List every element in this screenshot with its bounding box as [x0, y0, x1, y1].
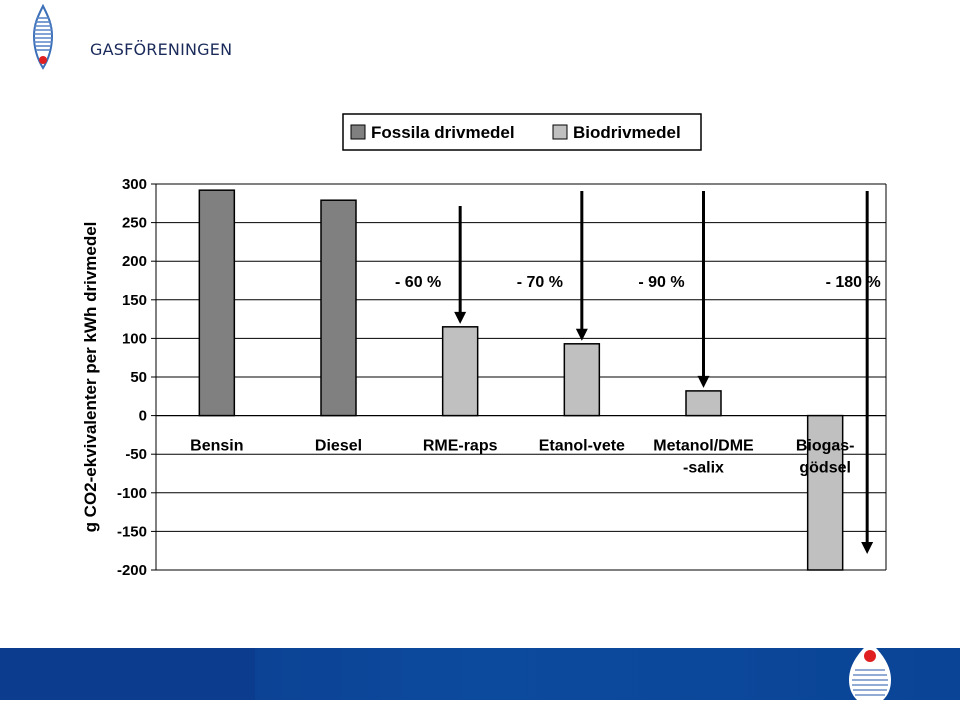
bar-chart — [28, 88, 928, 588]
bar — [199, 190, 234, 415]
y-tick-label: 50 — [130, 369, 147, 386]
y-tick-label: -50 — [125, 446, 147, 464]
category-label: Metanol/DME — [653, 437, 754, 455]
reduction-annotation: - 90 % — [638, 274, 685, 291]
chart-panel — [28, 88, 928, 588]
category-label: gödsel — [799, 459, 851, 477]
brand-name: GASFÖRENINGEN — [90, 40, 233, 59]
bar — [443, 327, 478, 416]
legend-swatch — [553, 125, 567, 139]
footer-bar-left — [0, 648, 255, 700]
bar — [686, 391, 721, 416]
reduction-annotation: - 70 % — [516, 274, 563, 291]
category-label: Bensin — [190, 437, 244, 455]
reduction-annotation: - 180 % — [825, 274, 881, 291]
category-label: -salix — [683, 459, 724, 477]
category-label: RME-raps — [422, 437, 498, 455]
y-tick-label: 300 — [121, 176, 147, 193]
y-tick-label: -100 — [116, 484, 147, 502]
y-tick-label: 200 — [121, 253, 147, 271]
bar — [564, 344, 599, 416]
y-tick-label: 0 — [138, 407, 147, 425]
bar — [321, 200, 356, 415]
legend-entry: Biodrivmedel — [573, 123, 681, 142]
reduction-annotation: - 60 % — [395, 274, 442, 291]
y-tick-label: 100 — [121, 330, 147, 348]
brand-logo — [28, 4, 233, 70]
gasforeningen-flame-icon — [28, 4, 58, 70]
gasforeningen-emblem-icon — [835, 640, 905, 700]
y-axis-label: g CO2-ekvivalenter per kWh drivmedel — [81, 221, 100, 533]
category-label: Diesel — [314, 437, 363, 455]
legend-entry: Fossila drivmedel — [371, 123, 515, 142]
category-label: Biogas- — [795, 437, 855, 455]
legend-swatch — [351, 125, 365, 139]
category-label: Etanol-vete — [538, 437, 625, 455]
y-tick-label: -200 — [116, 562, 147, 579]
y-tick-label: 150 — [121, 291, 147, 309]
y-tick-label: 250 — [121, 214, 147, 232]
y-tick-label: -150 — [116, 523, 147, 541]
